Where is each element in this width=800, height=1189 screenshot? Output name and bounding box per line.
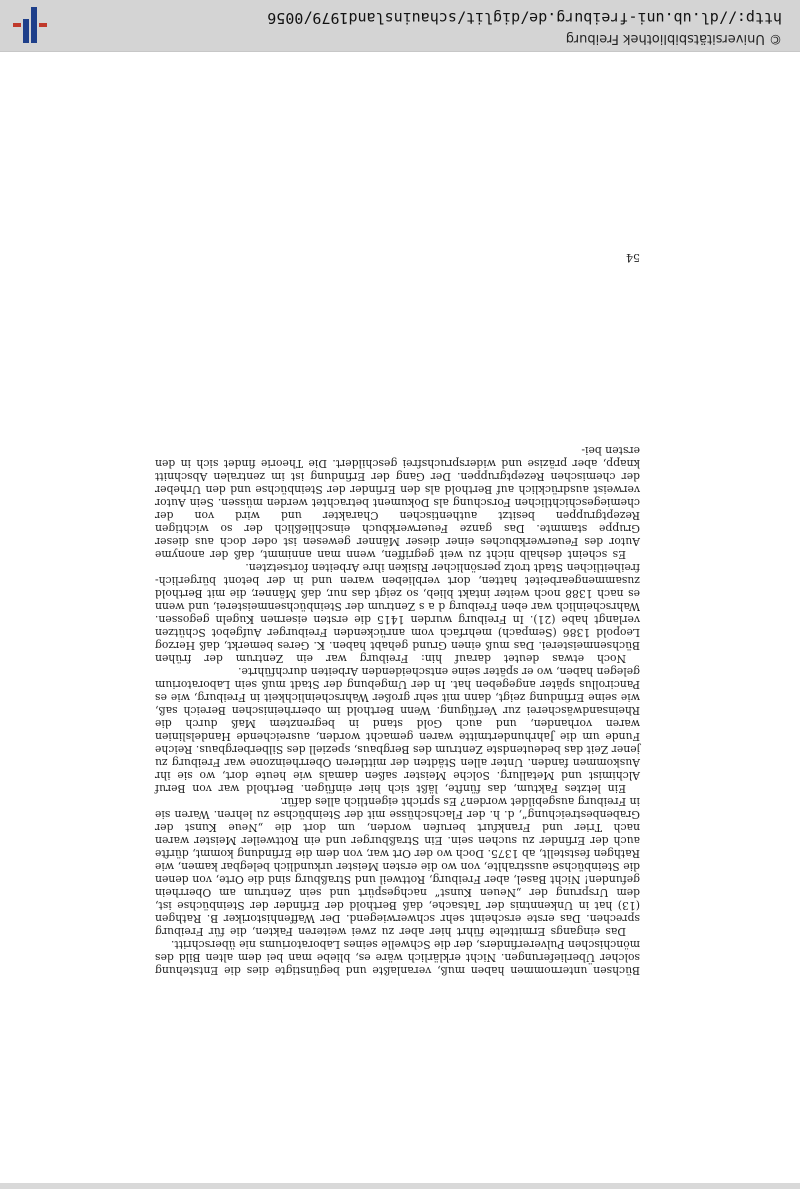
paragraph: Büchsen unternommen haben muß, veranlaßte und begünstigte dies die Entstehung solcher Überlieferungen. Nicht erklärlich wäre es, bliebe man bei dem alten Bild des mönchischen Pulvererfinders, der die Schwelle seines Laboratoriums nie überschritt. [155,938,640,977]
footer-band [0,0,800,52]
paragraph: Es scheint deshalb nicht zu weit gegriffen, wenn man annimmt, daß der anonyme Autor des Feuerwerkbuches einer dieser Männer gewesen ist oder doch aus dieser Gruppe stammte. Das ganze Feuerwerkbuch einschließlich der so wichtigen Rezeptgruppen besitzt authentischen Charakter und wird von der chemiegeschichtlichen Forschung als Dokument betrachtet werden müssen. Sein Autor verweist ausdrücklich auf Berthold als den Erfinder der Steinbüchse und den Urheber der chemischen Rezeptgruppen. Der Gang der Erfindung ist im zentralen Abschnitt knapp, aber präzise und widerspruchsfrei geschildert. Die Theorie findet sich in den ersten bei- [155,444,640,561]
paragraph: Noch etwas deutet darauf hin: Freiburg war ein Zentrum der frühen Büchsenmeisterei. Das muß einen Grund gehabt haben. K. Geres bemerkt, daß Herzog Leopold 1386 (Sempach) mehrfach vom anrückenden Freiburger Aufgebot Schützen verlangt habe (21). In Freiburg wurden 1415 die ersten eisernen Kugeln gegossen. Wahrscheinlich war eben Freiburg d a s Zentrum der Steinbüchsenmeisterei, und wenn es nach 1388 noch weiter intakt blieb, so zeigt das nur, daß Männer, die mit Berthold zusammengearbeitet hatten, dort verblieben waren und in der betont bürgerlich-freiheitlichen Stadt trotz persönlicher Risiken ihre Arbeiten fortsetzten. [155,561,640,665]
paragraph: Ein letztes Faktum, das fünfte, läßt sich hier einfügen. Berthold war von Beruf Alchimist und Metallurg. Solche Meister saßen damals wie heute dort, wo sie ihr Auskommen fanden. Unter allen Städten der mittleren Oberrheinzone war Freiburg zu jener Zeit das bedeutendste Zentrum des Bergbaus, speziell des Silberbergbaus. Reiche Funde um die Jahrhundertmitte waren gemacht worden, ausreichende Handelslinien waren vorhanden, und auch Gold stand in begrenztem Maß durch die Rheinsandwäscherei zur Verfügung. Wenn Berthold im oberrheinischen Bereich saß, wie seine Erfindung zeigt, dann mit sehr großer Wahrscheinlichkeit in Freiburg, wie es Pancirollus später angegeben hat. In der Umgebung der Stadt muß sein Laboratorium gelegen haben, wo er später seine entscheidenden Arbeiten durchführte. [155,665,640,795]
page-number: 54 [626,251,640,264]
library-logo-icon [11,7,51,43]
scan-edge-strip [0,1183,800,1189]
source-url[interactable]: http://dl.ub.uni-freiburg.de/diglit/schauinsland1979/0056 [267,9,782,27]
copyright-notice: © Universitätsbibliothek Freiburg [565,31,782,46]
paragraph: Das eingangs Ermittelte führt hier aber zu zwei weiteren Fakten, die für Freiburg sprechen. Das erste erscheint sehr schwerwiegend. Der Waffenhistoriker B. Rathgen (13) hat in Unkenntnis der Tatsache, daß Berthold der Erfinder der Steinbüchse ist, dem Ursprung der „Neuen Kunst“ nachgespürt und sein Zentrum am Oberrhein gefunden! Nicht Basel, aber Freiburg, Rottweil und Straßburg sind die Orte, von denen die Steinbüchse ausstrahlte, von wo die ersten Meister urkundlich belegbar kamen, wie Rathgen feststellt, ab 1375. Doch wo der Ort war, von dem die Erfindung kommt, dürfte auch der Erfinder zu suchen sein. Ein Straßburger und ein Rottweiler Meister waren nach Trier und Frankfurt berufen worden, um dort die „Neue Kunst der Grabenbestreichung“, d. h. der Flachschüsse mit der Steinbüchse zu lehren. Waren sie in Freiburg ausgebildet worden? Es spricht eigentlich alles dafür. [155,795,640,938]
body-text [155,444,640,977]
